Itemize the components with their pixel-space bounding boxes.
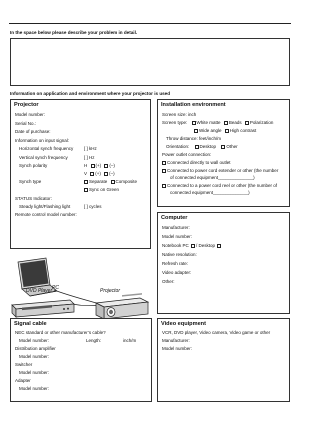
sync-on-green-label: Sync on Green bbox=[89, 187, 120, 192]
polarity-h-label: H bbox=[84, 163, 88, 168]
nec-cable-question: NEC standard or other manufacturer’s cable? bbox=[15, 330, 106, 335]
separate-label: Separate bbox=[89, 179, 108, 184]
computer-model-number[interactable]: Model number: bbox=[162, 234, 193, 239]
signal-cable-title: Signal cable bbox=[14, 321, 47, 327]
projector-serial-no[interactable]: Serial No.: bbox=[15, 120, 37, 126]
status-indicator-label: STATUS Indicator: bbox=[15, 196, 52, 201]
cycles-field[interactable]: [ ] cycles bbox=[84, 204, 102, 209]
v-sync-freq-field[interactable]: [ ] Hz bbox=[84, 154, 95, 160]
sync-polarity-label: Synch polarity bbox=[19, 163, 48, 168]
conn-wall-label: Connected directly to wall outlet bbox=[167, 160, 231, 165]
high-contrast-label: High contrast bbox=[229, 128, 257, 133]
switcher-model-number[interactable]: Model number: bbox=[19, 370, 50, 375]
projector-label: Projector bbox=[100, 288, 121, 294]
computer-title: Computer bbox=[161, 215, 188, 221]
notebook-label: Notebook PC bbox=[162, 243, 189, 248]
orientation-label: Orientation: bbox=[166, 144, 190, 149]
projector-model-number[interactable]: Model number: bbox=[15, 112, 46, 117]
refresh-rate[interactable]: Refresh rate: bbox=[162, 261, 189, 266]
desktop-orientation-label: Desktop bbox=[199, 144, 217, 149]
cable-model-number[interactable]: Model number: bbox=[19, 338, 50, 343]
video-adapter[interactable]: Video adapter: bbox=[162, 270, 192, 275]
throw-distance[interactable]: Throw distance: feet/inch/m bbox=[166, 136, 222, 141]
white-matte-label: White matte bbox=[196, 120, 221, 125]
screen-size[interactable]: Screen size: inch bbox=[162, 112, 197, 117]
problem-heading: In the space below please describe your problem in detail. bbox=[10, 30, 138, 35]
computer-other[interactable]: Other: bbox=[162, 279, 175, 284]
signal-cable-box bbox=[10, 318, 152, 402]
video-manufacturer[interactable]: Manufacturer: bbox=[162, 338, 190, 343]
dvd-player-label: DVD Player bbox=[26, 288, 53, 294]
conn-cord-label: Connected to power cord extender or other (the number bbox=[167, 168, 279, 173]
beads-label: Beads bbox=[228, 120, 242, 125]
sync-type-label: Synch type bbox=[19, 179, 42, 184]
environment-heading: Information on application and environment where your projector is used bbox=[10, 91, 171, 96]
h-sync-freq-label: Horizontal synch frequency bbox=[19, 146, 74, 151]
remote-model-number[interactable]: Remote control model number: bbox=[15, 212, 77, 217]
installation-title: Installation environment bbox=[161, 102, 226, 108]
h-plus-label: (+) bbox=[95, 163, 102, 168]
distribution-amplifier-label: Distribution amplifier bbox=[15, 346, 56, 351]
composite-label: Composite bbox=[115, 179, 138, 184]
projector-title: Projector bbox=[14, 102, 39, 108]
video-equipment-desc: VCR, DVD player, Video camera, Video game or other bbox=[162, 330, 271, 335]
adapter-model-number[interactable]: Model number: bbox=[19, 386, 50, 391]
dvd-player-icon bbox=[12, 300, 74, 317]
conn-cord-count[interactable]: of connected equipment______________) bbox=[170, 175, 255, 180]
other-orientation-label: Other bbox=[226, 144, 238, 149]
projector-icon bbox=[96, 293, 148, 319]
cable-length-unit: inch/m bbox=[123, 338, 137, 343]
v-minus-label: (–) bbox=[109, 171, 115, 176]
power-outlet-label: Power outlet connection: bbox=[162, 152, 212, 157]
screen-type-label: Screen type: bbox=[162, 120, 188, 125]
v-plus-label: (+) bbox=[95, 171, 101, 176]
video-equipment-box bbox=[157, 318, 290, 402]
projector-date-of-purchase[interactable]: Date of purchase: bbox=[15, 129, 51, 134]
computer-manufacturer[interactable]: Manufacturer: bbox=[162, 225, 190, 230]
steady-flashing-label: Steady light/Flashing light bbox=[19, 204, 71, 209]
native-resolution[interactable]: Native resolution: bbox=[162, 252, 197, 257]
h-sync-freq-field[interactable]: [ ] kHz bbox=[84, 146, 97, 151]
pc-label: PC bbox=[52, 285, 59, 291]
wide-angle-label: Wide angle bbox=[199, 128, 222, 133]
amp-model-number[interactable]: Model number: bbox=[19, 354, 50, 359]
cable-length[interactable]: Length: bbox=[86, 338, 102, 343]
conn-reel-count[interactable]: connected equipment______________) bbox=[170, 190, 250, 195]
desktop-label: / Desktop bbox=[196, 243, 216, 248]
video-model-number[interactable]: Model number: bbox=[162, 346, 193, 351]
adapter-label: Adapter bbox=[15, 378, 31, 383]
conn-reel-label: Connected to a power cord reel or other (the number of bbox=[167, 183, 278, 188]
input-signal-label: Information on input signal: bbox=[15, 137, 70, 143]
polarization-label: Polarization bbox=[249, 120, 274, 125]
polarity-v-label: V bbox=[84, 171, 88, 176]
h-minus-label: (–) bbox=[109, 163, 115, 168]
v-sync-freq-label: Vertical synch frequency bbox=[19, 154, 68, 160]
switcher-label: Switcher bbox=[15, 362, 33, 367]
video-equipment-title: Video equipment bbox=[161, 321, 206, 327]
